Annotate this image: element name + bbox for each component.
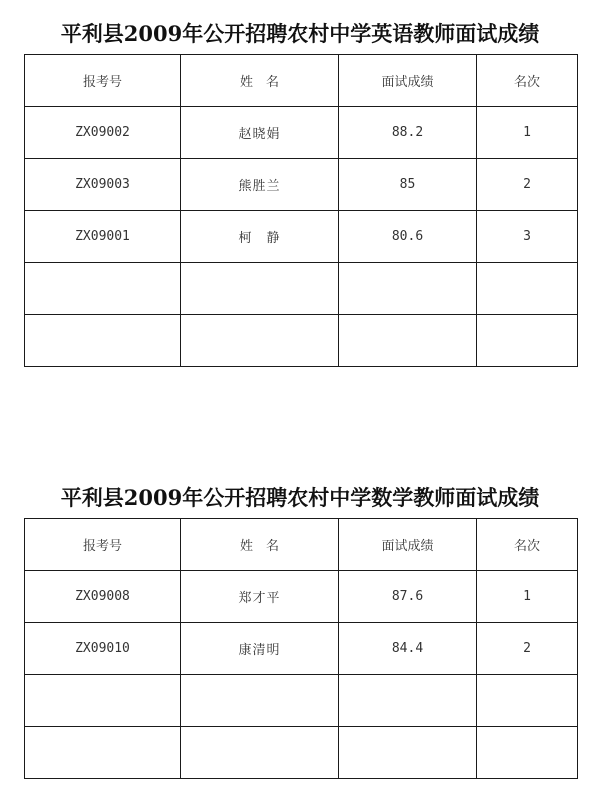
rank-cell: 2: [477, 623, 578, 675]
header-name: 姓 名: [181, 55, 339, 107]
candidate-name-cell: [181, 263, 339, 315]
rank-cell: 1: [477, 107, 578, 159]
score-cell: [339, 675, 477, 727]
rank-cell: [477, 675, 578, 727]
score-cell: 80.6: [339, 211, 477, 263]
table-row: [25, 571, 578, 623]
rank-cell: [477, 315, 578, 367]
exam-number-cell: ZX09003: [25, 159, 181, 211]
exam-number-cell: ZX09010: [25, 623, 181, 675]
score-cell: [339, 727, 477, 779]
table-header-row: [25, 55, 578, 107]
exam-number-cell: ZX09002: [25, 107, 181, 159]
header-interview-score: 面试成绩: [339, 55, 477, 107]
score-cell: 88.2: [339, 107, 477, 159]
score-cell: 87.6: [339, 571, 477, 623]
rank-cell: [477, 263, 578, 315]
table-row-empty: [25, 727, 578, 779]
table-row: [25, 211, 578, 263]
score-cell: [339, 315, 477, 367]
candidate-name-cell: 柯 静: [181, 211, 339, 263]
score-cell: 85: [339, 159, 477, 211]
table-row: [25, 159, 578, 211]
candidate-name-cell: 郑才平: [181, 571, 339, 623]
candidate-name-cell: [181, 675, 339, 727]
candidate-name-cell: [181, 727, 339, 779]
math-section-title: 平利县2009年公开招聘农村中学数学教师面试成绩: [60, 485, 540, 510]
candidate-name-cell: [181, 315, 339, 367]
exam-number-cell: ZX09008: [25, 571, 181, 623]
table-header-row: [25, 519, 578, 571]
rank-cell: 2: [477, 159, 578, 211]
math-score-table: [24, 518, 578, 779]
header-exam-number: 报考号: [25, 55, 181, 107]
score-cell: 84.4: [339, 623, 477, 675]
exam-number-cell: [25, 675, 181, 727]
rank-cell: 1: [477, 571, 578, 623]
english-score-table: [24, 54, 578, 367]
header-interview-score: 面试成绩: [339, 519, 477, 571]
table-row: [25, 107, 578, 159]
exam-number-cell: [25, 727, 181, 779]
header-exam-number: 报考号: [25, 519, 181, 571]
candidate-name-cell: 熊胜兰: [181, 159, 339, 211]
exam-number-cell: ZX09001: [25, 211, 181, 263]
candidate-name-cell: 赵晓娟: [181, 107, 339, 159]
table-row-empty: [25, 315, 578, 367]
header-name: 姓 名: [181, 519, 339, 571]
table-row-empty: [25, 263, 578, 315]
english-section-title: 平利县2009年公开招聘农村中学英语教师面试成绩: [60, 21, 540, 46]
exam-number-cell: [25, 263, 181, 315]
table-row-empty: [25, 675, 578, 727]
header-rank: 名次: [477, 55, 578, 107]
exam-number-cell: [25, 315, 181, 367]
rank-cell: 3: [477, 211, 578, 263]
table-row: [25, 623, 578, 675]
header-rank: 名次: [477, 519, 578, 571]
rank-cell: [477, 727, 578, 779]
score-cell: [339, 263, 477, 315]
candidate-name-cell: 康清明: [181, 623, 339, 675]
